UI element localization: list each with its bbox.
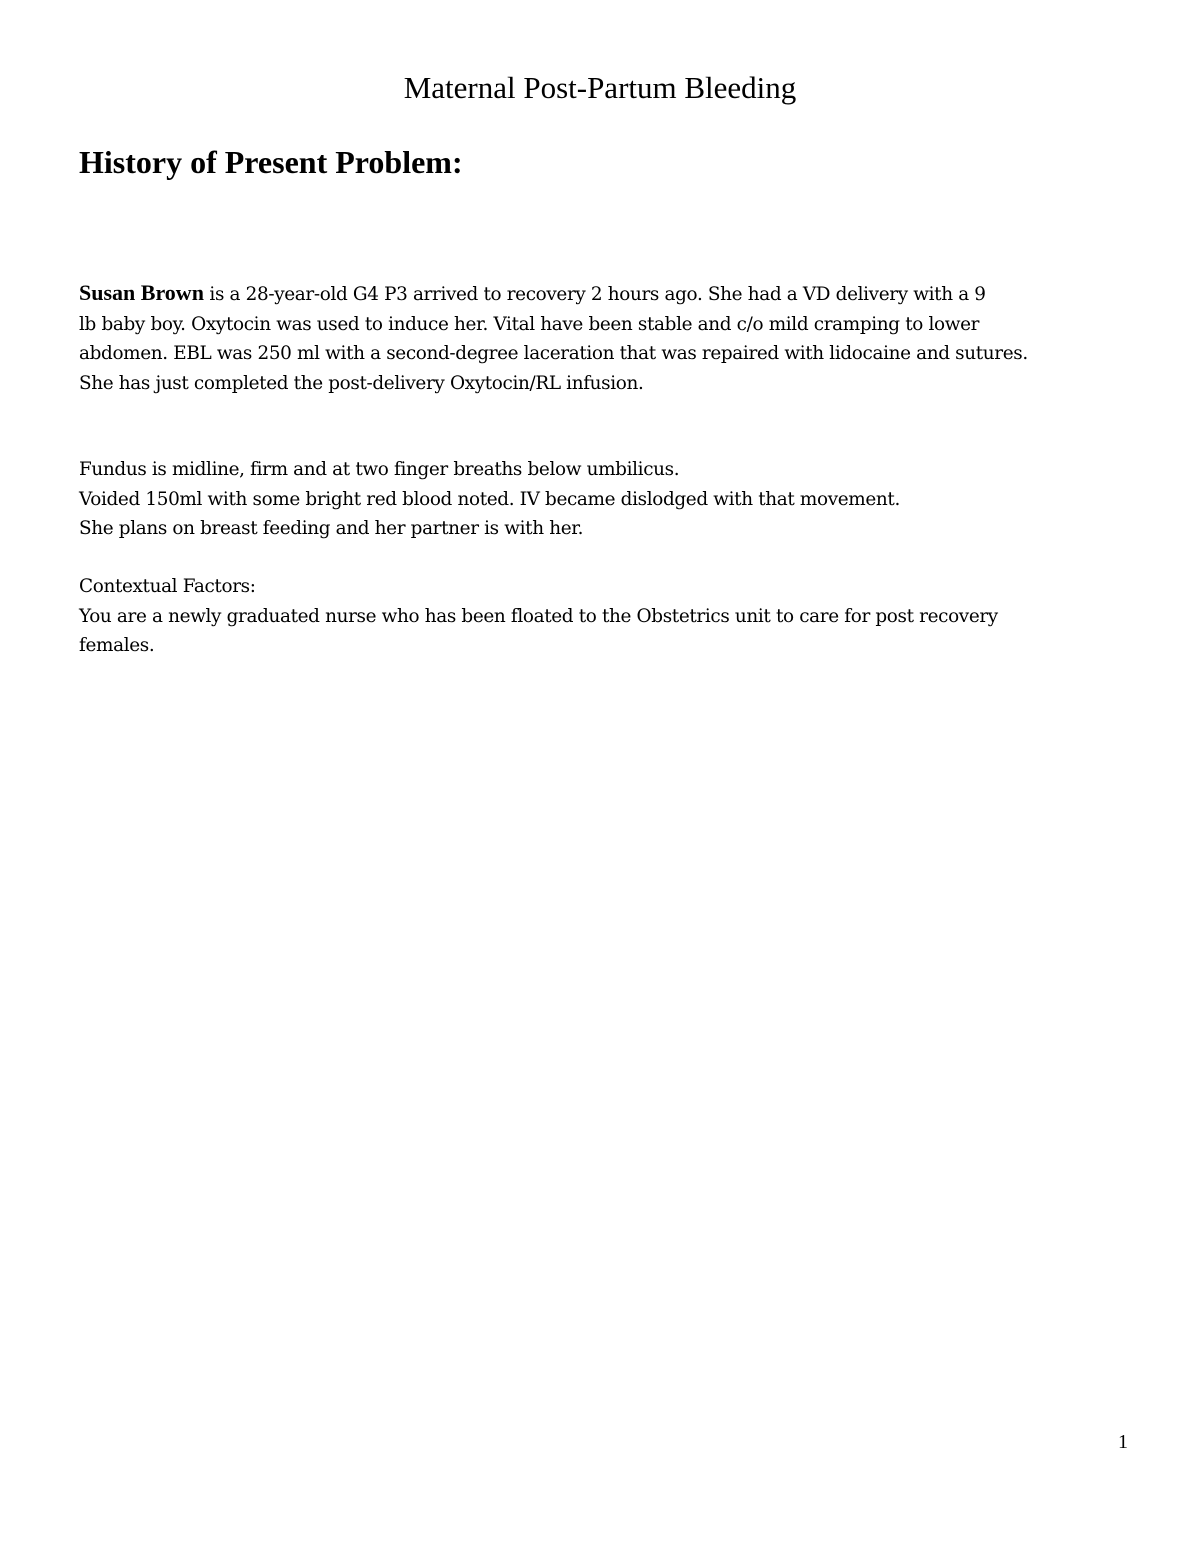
section-heading: History of Present Problem: [79,144,463,180]
contextual-factors-line-2: females. [79,635,155,656]
assessment-paragraph [79,455,1139,544]
document-title: Maternal Post-Partum Bleeding [403,70,797,105]
patient-intro-line-1-text: is a 28-year-old G4 P3 arrived to recovery 2 hours ago. She had a VD delivery with a 9 [203,284,986,305]
assessment-line: Voided 150ml with some bright red blood noted. IV became dislodged with that movement. [79,488,900,510]
page-number: 1 [1118,1431,1128,1453]
patient-intro-paragraph [79,278,1139,398]
contextual-factors-line-1: You are a newly graduated nurse who has been floated to the Obstetrics unit to care for post recovery [79,605,998,627]
assessment-line: Fundus is midline, firm and at two finger breaths below umbilicus. [79,459,680,480]
contextual-factors-heading: Contextual Factors: [79,576,256,597]
patient-intro-line-2: lb baby boy. Oxytocin was used to induce her. Vital have been stable and c/o mild cramping to lower [79,313,980,335]
assessment-line: She plans on breast feeding and her partner is with her. [79,518,584,539]
patient-intro-line-1 [79,278,1139,310]
patient-intro-line-3: abdomen. EBL was 250 ml with a second-degree laceration that was repaired with lidocaine and sutures. [79,343,1028,364]
contextual-factors-paragraph [79,572,1139,661]
patient-name: Susan Brown [79,280,204,305]
patient-intro-line-4: She has just completed the post-delivery Oxytocin/RL infusion. [79,372,644,394]
